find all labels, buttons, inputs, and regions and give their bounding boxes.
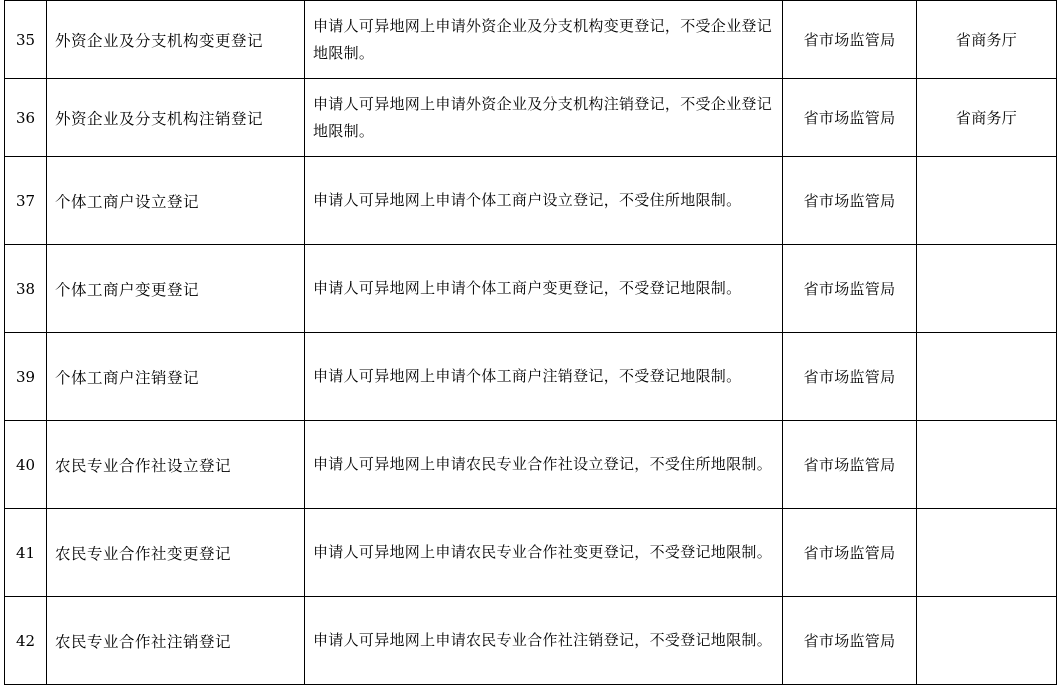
cell-index: 39	[5, 333, 47, 421]
cell-matter-name: 个体工商户变更登记	[47, 245, 305, 333]
table-row	[5, 157, 1057, 245]
cell-department: 省市场监管局	[783, 1, 917, 79]
cell-index: 38	[5, 245, 47, 333]
cell-index: 35	[5, 1, 47, 79]
cell-co-department	[917, 597, 1057, 685]
cell-description: 申请人可异地网上申请农民专业合作社注销登记，不受登记地限制。	[305, 597, 783, 685]
table-row	[5, 597, 1057, 685]
cell-co-department	[917, 157, 1057, 245]
cell-description: 申请人可异地网上申请个体工商户注销登记，不受登记地限制。	[305, 333, 783, 421]
cell-department: 省市场监管局	[783, 509, 917, 597]
cell-matter-name: 农民专业合作社注销登记	[47, 597, 305, 685]
cell-index: 41	[5, 509, 47, 597]
cell-co-department: 省商务厅	[917, 79, 1057, 157]
cell-index: 37	[5, 157, 47, 245]
cell-department: 省市场监管局	[783, 333, 917, 421]
cell-matter-name: 外资企业及分支机构变更登记	[47, 1, 305, 79]
cell-matter-name: 个体工商户注销登记	[47, 333, 305, 421]
cell-co-department	[917, 245, 1057, 333]
cell-department: 省市场监管局	[783, 79, 917, 157]
table-row	[5, 79, 1057, 157]
cell-description: 申请人可异地网上申请外资企业及分支机构注销登记，不受企业登记地限制。	[305, 79, 783, 157]
cell-matter-name: 外资企业及分支机构注销登记	[47, 79, 305, 157]
cell-description: 申请人可异地网上申请个体工商户变更登记，不受登记地限制。	[305, 245, 783, 333]
cell-matter-name: 农民专业合作社设立登记	[47, 421, 305, 509]
table-row	[5, 245, 1057, 333]
cell-department: 省市场监管局	[783, 245, 917, 333]
cell-department: 省市场监管局	[783, 597, 917, 685]
cell-index: 40	[5, 421, 47, 509]
cell-description: 申请人可异地网上申请外资企业及分支机构变更登记，不受企业登记地限制。	[305, 1, 783, 79]
cell-description: 申请人可异地网上申请个体工商户设立登记，不受住所地限制。	[305, 157, 783, 245]
cell-department: 省市场监管局	[783, 421, 917, 509]
cell-index: 42	[5, 597, 47, 685]
matters-table	[4, 0, 1057, 685]
table-row	[5, 1, 1057, 79]
cell-co-department	[917, 421, 1057, 509]
table-row	[5, 509, 1057, 597]
cell-co-department	[917, 509, 1057, 597]
cell-matter-name: 个体工商户设立登记	[47, 157, 305, 245]
cell-co-department: 省商务厅	[917, 1, 1057, 79]
cell-matter-name: 农民专业合作社变更登记	[47, 509, 305, 597]
cell-index: 36	[5, 79, 47, 157]
cell-co-department	[917, 333, 1057, 421]
cell-description: 申请人可异地网上申请农民专业合作社设立登记，不受住所地限制。	[305, 421, 783, 509]
table-row	[5, 333, 1057, 421]
cell-description: 申请人可异地网上申请农民专业合作社变更登记，不受登记地限制。	[305, 509, 783, 597]
cell-department: 省市场监管局	[783, 157, 917, 245]
table-row	[5, 421, 1057, 509]
